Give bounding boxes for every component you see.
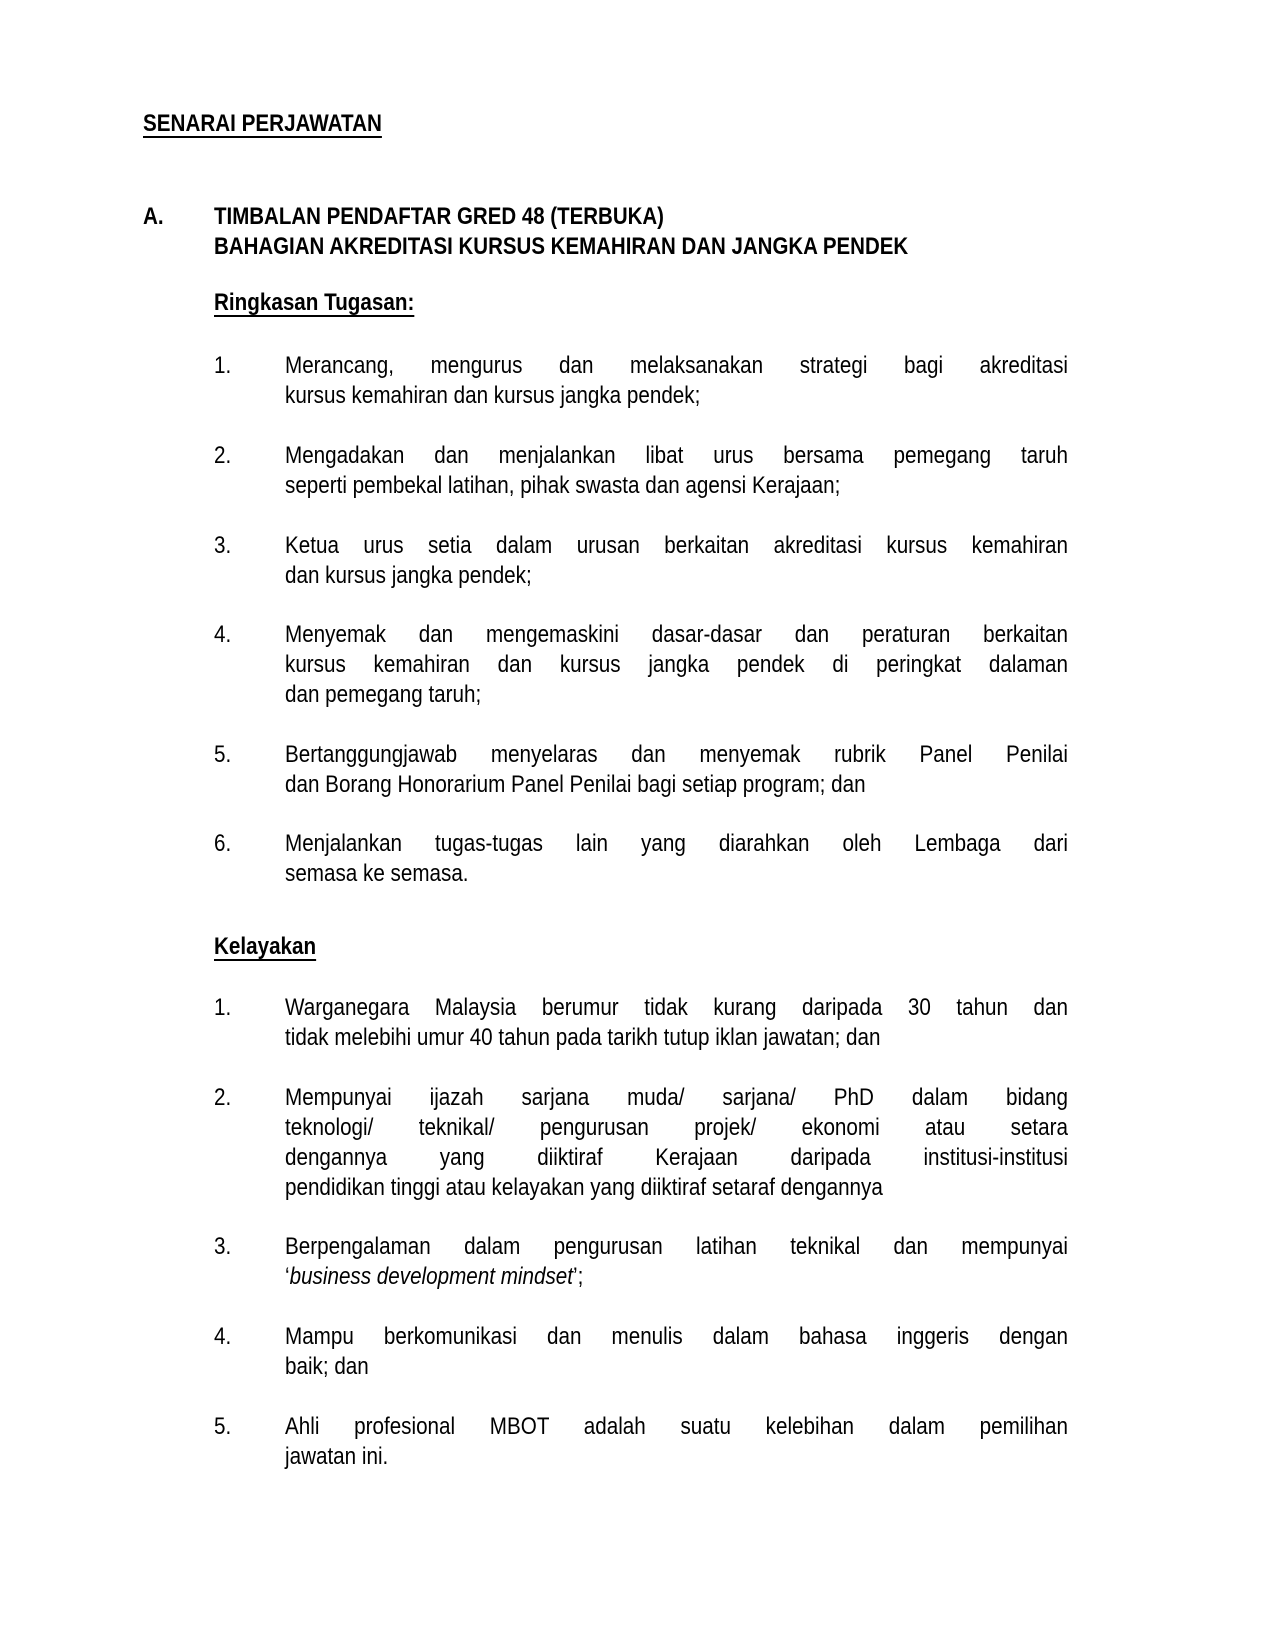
document-title: SENARAI PERJAWATAN [143, 110, 382, 137]
item-number: 5. [214, 1413, 232, 1440]
open-quote: ‘ [285, 1263, 290, 1290]
item-number: 4. [214, 1323, 232, 1350]
item-line: Menyemak dan mengemaskini dasar-dasar dan peraturan berkaitan [285, 621, 1068, 648]
item-number: 5. [214, 741, 232, 768]
item-number: 3. [214, 532, 232, 559]
item-number: 1. [214, 352, 232, 379]
italic-phrase: business development mindset [289, 1263, 573, 1290]
item-line: tidak melebihi umur 40 tahun pada tarikh tutup iklan jawatan; dan [285, 1024, 881, 1051]
position-title: TIMBALAN PENDAFTAR GRED 48 (TERBUKA) [214, 203, 664, 230]
item-line: Menjalankan tugas-tugas lain yang diarahkan oleh Lembaga dari [285, 830, 1068, 857]
item-line: Warganegara Malaysia berumur tidak kurang daripada 30 tahun dan [285, 994, 1068, 1021]
item-line: Bertanggungjawab menyelaras dan menyemak rubrik Panel Penilai [285, 741, 1068, 768]
item-line: Ahli profesional MBOT adalah suatu kelebihan dalam pemilihan [285, 1413, 1068, 1440]
item-number: 4. [214, 621, 232, 648]
qualifications-heading: Kelayakan [214, 933, 317, 960]
item-line: semasa ke semasa. [285, 860, 469, 887]
item-line: dengannya yang diiktiraf Kerajaan daripada institusi-institusi [285, 1144, 1068, 1171]
item-line: teknologi/ teknikal/ pengurusan projek/ ekonomi atau setara [285, 1114, 1068, 1141]
division-title: BAHAGIAN AKREDITASI KURSUS KEMAHIRAN DAN JANGKA PENDEK [214, 233, 909, 260]
item-line [285, 1262, 1068, 1292]
item-line: dan kursus jangka pendek; [285, 562, 532, 589]
item-line: baik; dan [285, 1353, 369, 1380]
item-line: Mampu berkomunikasi dan menulis dalam bahasa inggeris dengan [285, 1323, 1068, 1350]
item-line: Mengadakan dan menjalankan libat urus bersama pemegang taruh [285, 442, 1068, 469]
duties-heading: Ringkasan Tugasan: [214, 289, 415, 316]
item-number: 6. [214, 830, 232, 857]
item-line: kursus kemahiran dan kursus jangka pendek di peringkat dalaman [285, 651, 1068, 678]
item-line: dan Borang Honorarium Panel Penilai bagi setiap program; dan [285, 771, 866, 798]
item-number: 3. [214, 1233, 232, 1260]
item-number: 1. [214, 994, 232, 1021]
item-line: seperti pembekal latihan, pihak swasta dan agensi Kerajaan; [285, 472, 841, 499]
item-line: Berpengalaman dalam pengurusan latihan teknikal dan mempunyai [285, 1233, 1068, 1260]
item-line: Ketua urus setia dalam urusan berkaitan akreditasi kursus kemahiran [285, 532, 1068, 559]
item-number: 2. [214, 1084, 232, 1111]
close-quote: ’; [572, 1263, 584, 1290]
item-number: 2. [214, 442, 232, 469]
item-line: kursus kemahiran dan kursus jangka pendek; [285, 382, 701, 409]
item-line: Merancang, mengurus dan melaksanakan strategi bagi akreditasi [285, 352, 1068, 379]
item-line: jawatan ini. [285, 1443, 389, 1470]
item-line: pendidikan tinggi atau kelayakan yang diiktiraf setaraf dengannya [285, 1174, 883, 1201]
section-letter: A. [143, 203, 164, 230]
item-line: dan pemegang taruh; [285, 681, 482, 708]
item-line: Mempunyai ijazah sarjana muda/ sarjana/ PhD dalam bidang [285, 1084, 1068, 1111]
